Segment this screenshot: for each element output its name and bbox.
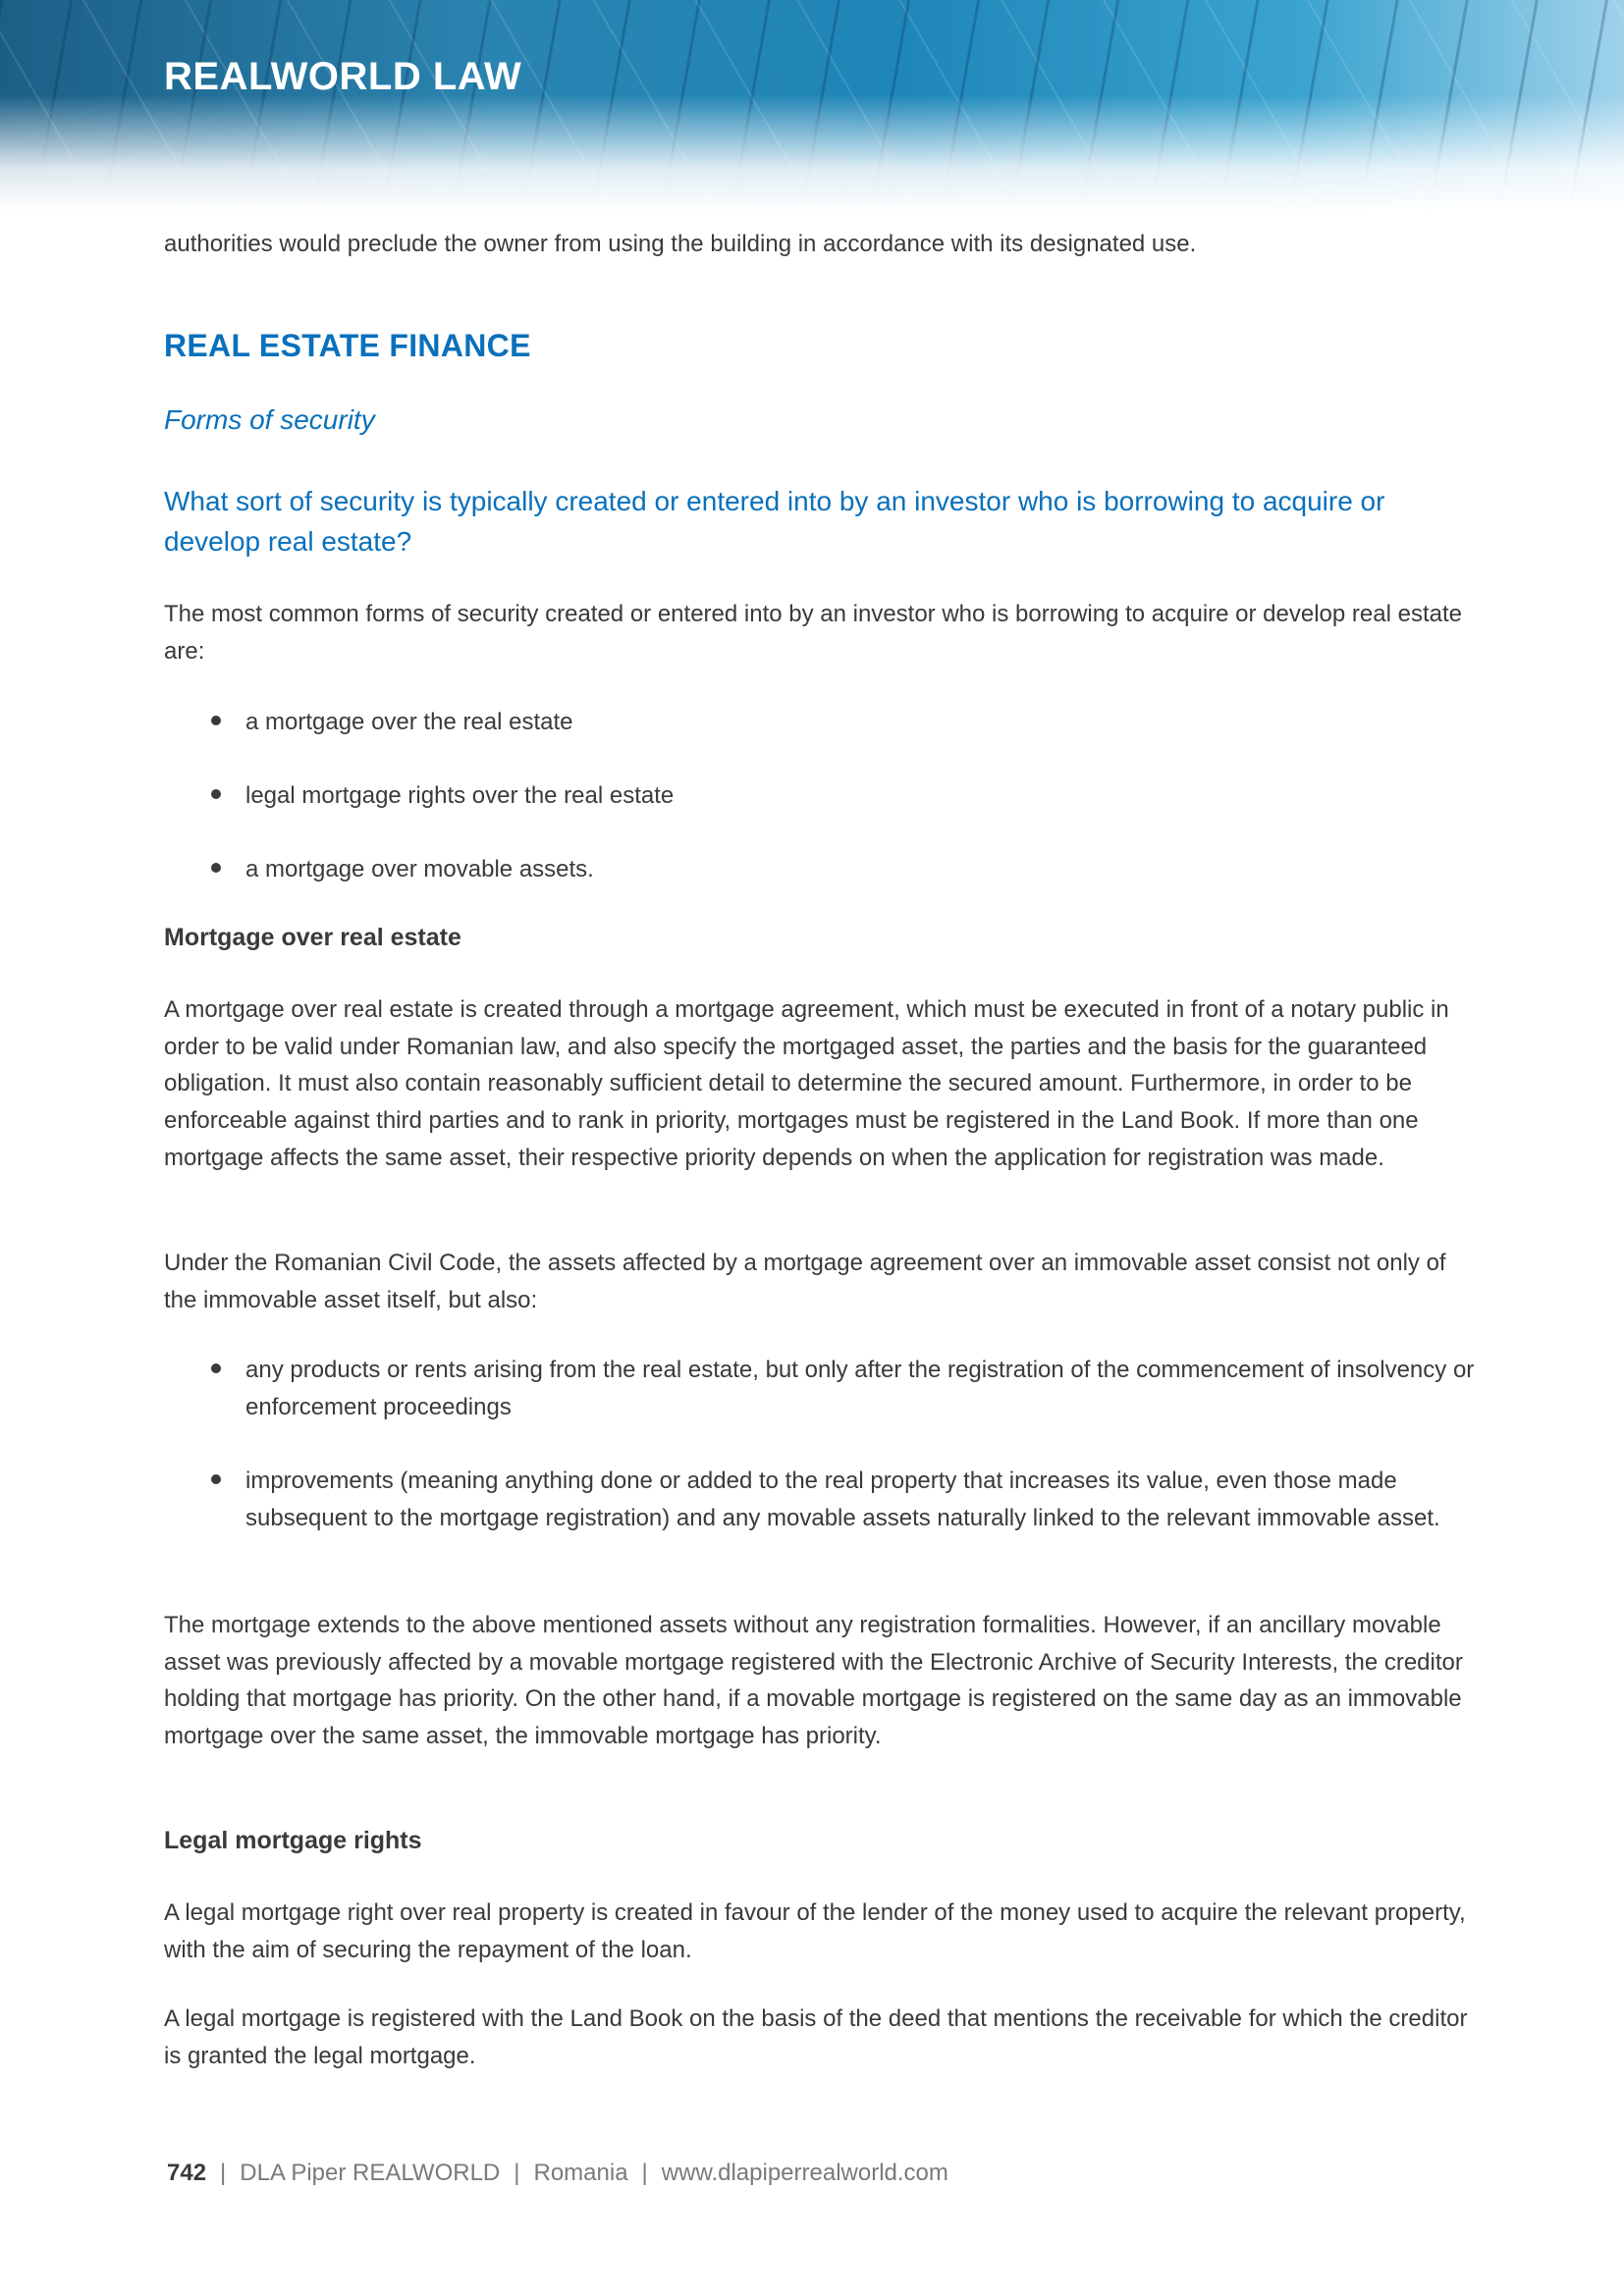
mortgage-paragraph-3: The mortgage extends to the above mentioned assets without any registration formalities. However, if an ancillary movable asset was previously affected by a movable mortgage registered with the Electronic Archive of Security Interests, the creditor holding that mortgage has priority. On the other hand, if a movable mortgage is registered on the same day as an immovable mortgage over the same asset, the immovable mortgage has priority. — [164, 1612, 1463, 1750]
publication-name: DLA Piper REALWORLD — [240, 2160, 501, 2186]
separator: | — [641, 2160, 648, 2186]
legal-paragraph-1: A legal mortgage right over real property is created in favour of the lender of the money used to acquire the relevant property, with the aim of securing the repayment of the loan. — [164, 1899, 1466, 1963]
separator: | — [220, 2160, 227, 2186]
mortgage-heading: Mortgage over real estate — [164, 924, 461, 951]
header-banner-image — [0, 0, 1624, 211]
answer-intro: The most common forms of security created or entered into by an investor who is borrowing to acquire or develop real estate are: — [164, 601, 1462, 665]
country-name: Romania — [533, 2160, 628, 2186]
separator: | — [514, 2160, 520, 2186]
page-number: 742 — [167, 2160, 207, 2186]
section-title: REAL ESTATE FINANCE — [164, 328, 531, 363]
question: What sort of security is typically created or entered into by an investor who is borrowing to acquire or develop real estate? — [164, 486, 1385, 557]
list-item: improvements (meaning anything done or added to the real property that increases its value, even those made subsequent to the mortgage registration) and any movable assets naturally linked to the relevant immovable asset. — [245, 1463, 1483, 1536]
list-item: a mortgage over movable assets. — [245, 851, 1483, 888]
list-item: legal mortgage rights over the real estate — [245, 777, 1483, 815]
mortgage-paragraph-1: A mortgage over real estate is created through a mortgage agreement, which must be executed in front of a notary public in order to be valid under Romanian law, and also specify the mortgaged asset, the parties and the basis for the guaranteed obligation. It must also contain reasonably sufficient detail to determine the secured amount. Furthermore, in order to be enforceable against third parties and to rank in priority, mortgages must be registered in the Land Book. If more than one mortgage affects the same asset, their respective priority depends on when the application for registration was made. — [164, 996, 1449, 1171]
mortgage-paragraph-2: Under the Romanian Civil Code, the assets affected by a mortgage agreement over an immovable asset consist not only of the immovable asset itself, but also: — [164, 1250, 1446, 1313]
legal-heading: Legal mortgage rights — [164, 1827, 422, 1854]
website-link[interactable]: www.dlapiperrealworld.com — [661, 2160, 948, 2186]
list-item: a mortgage over the real estate — [245, 704, 1483, 741]
subsection-title: Forms of security — [164, 404, 375, 435]
page-footer — [167, 2160, 948, 2187]
intro-line: authorities would preclude the owner from using the building in accordance with its designated use. — [164, 231, 1197, 257]
brand-title: REALWORLD LAW — [164, 55, 522, 98]
legal-paragraph-2: A legal mortgage is registered with the Land Book on the basis of the deed that mentions the receivable for which the creditor is granted the legal mortgage. — [164, 2005, 1468, 2069]
list-item: any products or rents arising from the real estate, but only after the registration of the commencement of insolvency or enforcement proceedings — [245, 1352, 1483, 1425]
